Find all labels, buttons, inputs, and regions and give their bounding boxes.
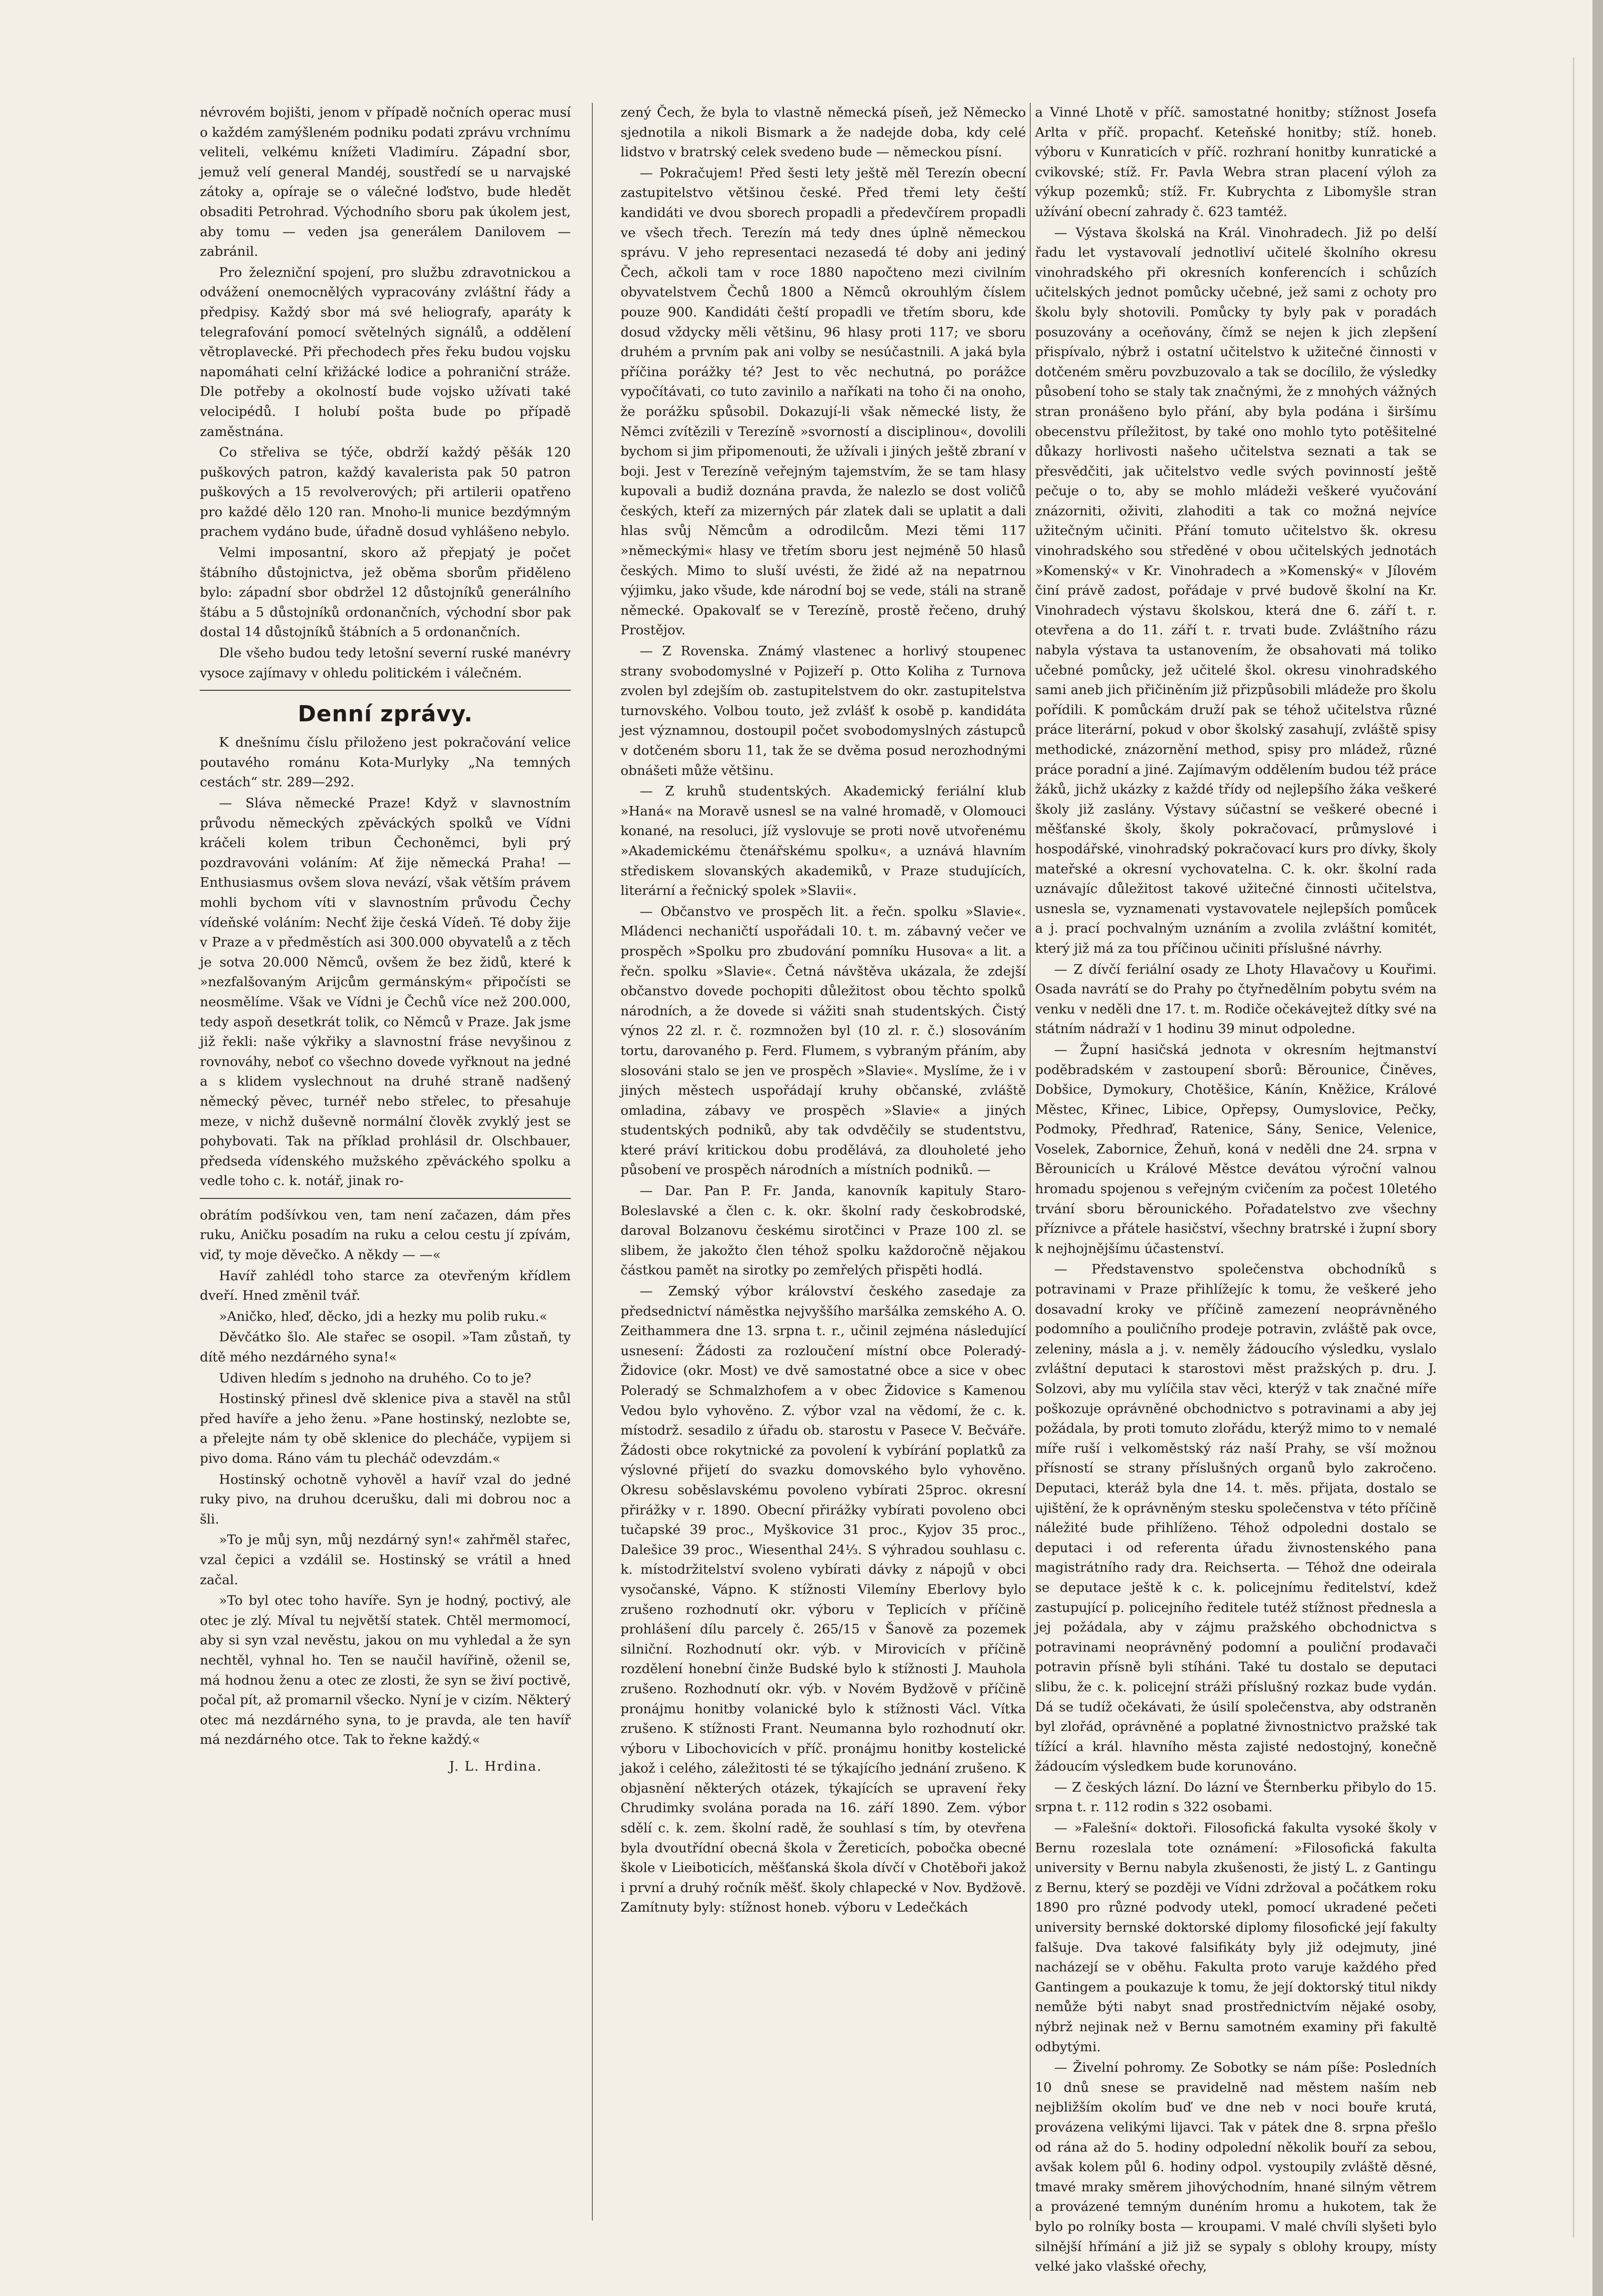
story-paragraph: Hostinský ochotně vyhověl a havíř vzal do jedné ruky pivo, na druhou dcerušku, dali mi dobrou noc a šli. [200, 1471, 571, 1527]
section-heading-denni-zpravy: Denní zprávy. [297, 701, 473, 727]
article-paragraph: Pro železniční spojení, pro službu zdravotnickou a odvážení onemocnělých vypracovány zvláštní řády a předpisy. Každý sbor má své heliografy, aparáty k telegrafování pomocí světelných signálů, a oddělení větroplavecké. Při přechodech přes řeku budou vojsku napomáhati celní křižácké lodice a pohraniční stráže. Dle potřeby a okolností bude vojsko užívati také velocipédů. I holubí pošta bude po případě zaměstnána. [200, 264, 571, 439]
column-left [200, 103, 571, 2244]
story-paragraph: Havíř zahlédl toho starce za otevřeným křídlem dveří. Hned změnil tvář. [200, 1268, 571, 1304]
story-paragraph: »To je můj syn, můj nezdárný syn!« zahřměl stařec, vzal čepici a vzdálil se. Hostinský se vrátil a hned začal. [200, 1532, 571, 1588]
news-paragraph: — Pokračujem! Před šesti lety ještě měl Terezín obecní zastupitelstvo většinou české. Před třemi lety čeští kandidáti ve dvou sborech propadli a předevčírem propadli ve všech třech. Terezín má tedy dnes úplně německou správu. V jeho representaci nezasedá té doby ani jediný Čech, ačkoli tam v roce 1880 napočteno mezi civilním obyvatelstvem Čechů 1800 a Němců okrouhlým číslem pouze 900. Kandidáti čeští propadli ve třetím sboru, kde dosud vždycky měli většinu, 96 hlasy proti 117; ve sboru druhém a prvním pak ani volby se nesúčastnili. A jaká byla příčina porážky té? Jest to věc nechutná, po porážce vypočítávati, co tuto zavinilo a naříkati na toho či na onoho, že porážku spůsobil. Dokazují-li však německé listy, že Němci zvítězili v Terezíně »svorností a disciplinou«, dovolili bychom si jim připomenouti, že užívali i jiných ještě zbraní v boji. Jest v Terezíně veřejným tajemstvím, že se tam hlasy kupovali a budiž doznána pravda, že nalezlo se dost voličů českých, kteří za mizerných pár zlatek dali se uplatit a dali hlas svůj Němcům a odrodilcům. Mezi těmi 117 »německými« hlasy ve třetím sboru jest nejméně 50 hlasů českých. Mimo to sluší uvésti, že židé až na nepatrnou výjimku, jako všude, kde národní boj se vede, stáli na straně německé. Opakovalť se v Terezíně, prostě řečeno, druhý Prostějov. [621, 165, 1026, 638]
column-right [1035, 103, 1437, 2274]
news-paragraph: — Občanstvo ve prospěch lit. a řečn. spolku »Slavie«. Mládenci nechaničtí uspořádali 10. t. m. zábavný večer ve prospěch »Spolku pro zbudování pomníku Husova« a lit. a řečn. spolku »Slavie«. Četná návštěva ukázala, že zdejší občanstvo dovede pochopiti důležitost obou těchto spolků národních, a že dovede si vážiti snah studentských. Čistý výnos 22 zl. r. č. rozmnožen byl (10 zl. r. č.) slosováním tortu, darovaného p. Ferd. Flumem, s vybraným přáním, aby slosováni stalo se jen ve prospěch »Slavie«. Myslíme, že i v jiných městech uspořádají kruhy občanské, zvláště omladina, zábavy ve prospěch »Slavie« a jiných studentských podniků, aby tak odvděčily se studentstvu, které práví kritickou dobu prodělává, za dlouholeté jeho působení ve prospěch národních a místních podniků. — [621, 903, 1026, 1178]
news-paragraph: — »Falešní« doktoři. Filosofická fakulta vysoké školy v Bernu rozeslala tote oznámení: »Filosofická fakulta university v Bernu nabyla zkušenosti, že jistý L. z Gantingu z Bernu, který se později ve Vídni zdržoval a počátkem roku 1890 pro různé podvody utekl, pomocí ukradené pečeti university bernské doktorské diplomy filosofické její fakulty falšuje. Dva takové falsifikáty byly již odejmuty, jiné nacházejí se v oběhu. Fakulta proto varuje každého před Gantingem a poukazuje k tomu, že její doktorský titul nikdy nemůže býti nabyt snad prostřednictvím nějaké osoby, nýbrž nejinak než v Bernu samotném examiny při fakultě odbytými. [1035, 1820, 1437, 2055]
feuilleton-divider [200, 1198, 571, 1199]
news-paragraph: — Z Rovenska. Známý vlastenec a horlivý stoupenec strany svobodomyslné v Pojizeří p. Otto Koliha z Turnova zvolen byl zdejším ob. zastupitelstvem do okr. zastupitelstva turnovského. Volbou touto, jež zvlášť k osobě p. kandidáta jest významnou, dostoupil počet svobodomyslných zástupců v dotčeném sboru 11, tak že se dvěma posud nerozhodnými obnášeti může většinu. [621, 643, 1026, 778]
news-paragraph: K dnešnímu číslu přiloženo jest pokračování velice poutavého románu Kota-Murlyky „Na temných cestách“ str. 289—292. [200, 735, 571, 790]
column-middle [621, 103, 1026, 2244]
news-paragraph: — Z dívčí feriální osady ze Lhoty Hlavačovy u Kouřimi. Osada navrátí se do Prahy po čtyřnedělním pobytu svém na venku v neděli dne 17. t. m. Rodiče očekávejtež dítky své na státním nádraží v 1 hodinu 39 minut odpoledne. [1035, 961, 1437, 1037]
news-paragraph: — Zemský výbor království českého zasedaje za předsednictví náměstka nejvyššího maršálka zemského A. O. Zeithammera dne 13. srpna t. r., učinil zejména následující usnesení: Žádosti za rozloučení místní obce Poleradý-Židovice (okr. Most) ve dvě samostatné obce a sice v obec Poleradý se Schmalzhofem a v obec Židovice s Kamenou Vedou bylo vyhověno. Z. výbor vzal na vědomí, že c. k. místodrž. sesadilo z úřadu ob. starostu v Pasece V. Bečváře. Žádosti obce rokytnické za povolení k vybírání poplatků za výslovné přijetí do svazku domovského bylo vyhověno. Okresu soběslavskému povoleno vybírati 25proc. okresní přirážky v r. 1890. Obecní přirážky vybírati povoleno obci tučapské 39 proc., Myškovice 31 proc., Kyjov 35 proc., Dalešice 39 proc., Wiesenthal 24⅓. S výhradou souhlasu c. k. místodržitelství svoleno vybírati dávky z nápojů v obci vysočanské, Vápno. K stížnosti Vilemíny Eberlovy bylo zrušeno rozhodnutí okr. výboru v Teplicích v příčině prohlášení dílu parcely č. 265/15 v Šanově za pozemek silniční. Rozhodnutí okr. výb. v Mirovicích v příčině rozdělení honební činže Budské bylo k stížnosti J. Mauhola zrušeno. Rozhodnutí okr. výb. v Novém Bydžově v příčině pronájmu honitby volanické bylo k stížnosti Václ. Vítka zrušeno. K stížnosti Frant. Neumanna bylo rozhodnutí okr. výboru v Libochovicích v příč. pronájmu honitby kostelické jakož i celého, záležitosti té se týkajícího jednání zrušeno. K objasnění některých otázek, týkajících se upravení řeky Chrudimky svolána porada na 16. září 1890. Zem. výbor sdělí c. k. zem. školní radě, že souhlasí s tím, by otevřena byla dvoutřídní obecná škola v Žereticích, pobočka obecné škole v Lieiboticích, měšťanská škola dívčí v Chotěboři jakož i první a druhý ročník měšť. školy chlapecké v Nov. Bydžově. Zamítnuty byly: stížnost honeb. výboru v Ledečkách [621, 1284, 1026, 1915]
article-paragraph: Co střeliva se týče, obdrží každý pěšák 120 puškových patron, každý kavalerista pak 50 patron puškových a 15 revolverových; při artilerii opatřeno pro každé dělo 120 ran. Mnoho-li munice bezdýmným prachem vydáno bude, úřadně dosud vyhlášeno nebylo. [200, 445, 571, 540]
news-paragraph: — Živelní pohromy. Ze Sobotky se nám píše: Posledních 10 dnů snese se pravidelně nad městem naším neb nejbližším okolím buď ve dne neb v noci bouře krutá, provázena velikými lijavci. Tak v pátek dne 8. srpna přešlo od rána až do 5. hodiny odpolední několik bouří za sebou, avšak kolem půl 6. hodiny odpol. vystoupily zvláště děsné, tmavé mraky směrem jihovýchodním, hnané silným větrem a provázené temným dunéním hromu a hukotem, tak že bylo po rolníky bosta — kroupami. V malé chvíli slyšeti bylo silnější hřímání a již již se sypaly s oblohy kroupy, místy velké jako vlašské ořechy, [1035, 2060, 1437, 2274]
scan-edge [1573, 57, 1574, 2237]
news-paragraph: — Z českých lázní. Do lázní ve Šternberku přibylo do 15. srpna t. r. 112 rodin s 322 osobami. [1035, 1779, 1437, 1815]
news-paragraph: — Sláva německé Praze! Když v slavnostním průvodu německých zpěváckých spolků ve Vídni kráčeli kolem tribun Čechoněmci, byli prý pozdravováni voláním: Ať žije německá Praha! — Enthusiasmus ovšem slova nevází, však větším právem mohli bychom víti v slavnostním průvodu Čechy vídeňské voláním: Nechť žije česká Vídeň. Té doby žije v Praze a v předměstích asi 300.000 obyvatelů a z těch je sotva 20.000 Němců, ovšem že bez židů, které k »nezfalšovaným Arijcům germánským« připočísti se neosmělíme. Však ve Vídni je Čechů více než 200.000, tedy aspoň desetkrát tolik, co Němců v Praze. Jak jsme již řekli: naše výkřiky a slavnostní fráse nevyšinou z rovnováhy, neboť co všechno dovede vyřknout na jedné a s klidem vyslechnout na druhé straně nadšený německý pěvec, turnéř nebo střelec, to přesahuje meze, v nichž duševně normální člověk zvyklý jest se pohybovati. Tak na příklad prohlásil dr. Olschbauer, předseda vídenského mužského zpěváckého spolku a vedle toho c. k. notář, jinak ro- [200, 795, 571, 1189]
news-paragraph: a Vinné Lhotě v příč. samostatné honitby; stížnost Josefa Arlta v příč. propachť. Keteňské honitby; stíž. honeb. výboru v Kunraticích v příč. rozhraní honitby kunratické a cvikovské; stíž. Fr. Pavla Webra stran placení výloh za výkup pozemků; stíž. Fr. Kubrychta z Libomyšle stran užívání obecní zahrady č. 623 tamtéž. [1035, 105, 1437, 219]
section-divider [200, 690, 571, 691]
news-paragraph: zený Čech, že byla to vlastně německá píseň, jež Německo sjednotila a nikoli Bismark a že nadejde doba, kdy celé lidstvo v bratrský celek svedeno bude — německou písní. [621, 105, 1026, 160]
story-paragraph: obrátím podšívkou ven, tam není začazen, dám přes ruku, Aničku posadím na ruku a celou cestu jí zpívám, viď, ty moje děvečko. A někdy — —« [200, 1207, 571, 1263]
story-paragraph: »Aničko, hleď, děcko, jdi a hezky mu polib ruku.« [219, 1308, 547, 1324]
story-paragraph: »To byl otec toho havíře. Syn je hodný, poctivý, ale otec je zlý. Míval tu největší statek. Chtěl mermomocí, aby si syn vzal nevěstu, jakou on mu vyhledal a že syn nechtěl, vyhnal ho. Ten se naučil havířině, oženil se, má hodnou ženu a otec ze zlosti, že syn se živí poctivě, počal pít, až promarnil všecko. Nyní je v cizím. Některý otec má nezdárného syna, to je pravda, ale ten havíř má nezdárného otce. Tak to řekne každý.« [200, 1593, 571, 1748]
column-rule-2 [1030, 103, 1031, 2220]
news-paragraph: — Dar. Pan P. Fr. Janda, kanovník kapituly Staro-Boleslavské a člen c. k. okr. školní rady českobrodské, daroval Bolzanovu českému sirotčinci v Praze 100 zl. se slibem, že jakožto člen téhož spolku každoročně nějakou částkou pamět na sirotky po zemřelých přispěti hodlá. [621, 1183, 1026, 1278]
article-paragraph: Dle všeho budou tedy letošní severní ruské manévry vysoce zajímavy v ohledu politickém i válečném. [200, 645, 571, 681]
column-rule-1 [592, 103, 593, 2220]
story-paragraph: Udiven hledím s jednoho na druhého. Co to je? [219, 1370, 532, 1386]
news-paragraph: — Výstava školská na Král. Vinohradech. Již po delší řadu let vystavovalí jednotliví učitelé školního okresu vinohradského při okresních konferencích i schůzích učitelských jednot pomůcky učebné, jež sami z ochoty pro školu byly shotovili. Pomůcky ty byly pak v poradách posuzovány a oceňovány, čímž se nejen k jich zlepšení přispívalo, nýbrž i ostatní učitelstvo k užitečné činnosti v dotčeném směru povzbuzovalo a tak se docílilo, že výsledky působení toho se staly tak značnými, že z mnohých vážných stran pronášeno bylo přání, aby byla podána i širšímu obecenstvu příležitost, by také ono mohlo tyto potěšitelné důkazy horlivosti našeho učitelstva seznati a tak se přesvědčiti, jak učitelstvo vedle svých povinností ještě pečuje o to, aby se mohlo mládeži veškeré vyučování znázorniti, oživiti, zlahoditi a tak co možná nejvíce užitečným učiniti. Přání tomuto učitelstvo šk. okresu vinohradského sou středěné v obou učitelských jednotách »Komenský« v Kr. Vinohradech a »Komenský« v Jílovém činí právě zadost, pořádaje v prvé budově školní na Kr. Vinohradech výstavu školskou, která dne 6. září t. r. otevřena a do 11. září t. r. trvati bude. Zvláštního rázu nabyla výstava ta ustanovením, že obsahovati má toliko učebné pomůcky, jež učitelé škol. okresu vinohradského sami aneb jich přičiněním již přizpůsobili mládeže pro školu pořídili. K pomůckám druží pak se téhož učitelstva různé práce literární, pokud v obor školský zasahují, zvláště spisy methodické, znázornění method, spisy pro mládež, různé práce poradní a jiné. Zajímavým oddělením budou též práce žáků, jichž ukázky z každé třídy od nejlepšího žáka veškeré školy již zaslány. Výstavy súčastní se veškeré obecné i měšťanské školy, školy pokračovací, průmyslové i hospodářské, vinohradský pokračovací kurs pro dívky, školy mateřské a okresní vychovatelna. C. k. okr. školní rada uznávajíc důležitost takové užitečné činnosti učitelstva, usnesla se, vyznamenati vystavovatele nejlepších pomůcek a j. prací pochvalným uznáním a zvolila zvláštní komitét, který již má za tou příčinou učiniti příslušné návrhy. [1035, 225, 1437, 956]
story-author: J. L. Hrdina. [449, 1758, 542, 1774]
article-paragraph: Velmi imposantní, skoro až přepjatý je počet štábního důstojnictva, jež oběma sborům přiděleno bylo: západní sbor obdržel 12 důstojníků generálního štábu a 5 důstojníků ordonančních, východní sbor pak dostal 14 důstojníků štábních a 5 ordonančních. [200, 545, 571, 640]
story-paragraph: Hostinský přinesl dvě sklenice piva a stavěl na stůl před havíře a jeho ženu. »Pane hostinský, nezlobte se, a přelejte nám ty obě sklenice do plecháče, vypijem si pivo doma. Ráno vám tu plecháč odevzdám.« [200, 1391, 571, 1466]
story-paragraph: Děvčátko šlo. Ale stařec se osopil. »Tam zůstaň, ty dítě mého nezdárného syna!« [200, 1329, 571, 1365]
news-paragraph: — Župní hasičská jednota v okresním hejtmanství poděbradském v zastoupení sborů: Běrounice, Činěves, Dobšice, Dymokury, Chotěšice, Kánín, Kněžice, Králové Městec, Křinec, Libice, Opřepsy, Oumyslovice, Pečky, Podmoky, Předhraď, Ratenice, Sány, Senice, Velenice, Voselek, Zabornice, Žehuň, koná v neděli dne 24. srpna v Běrounicích u Králové Městce devátou výroční valnou hromadu spojenou s veřejným cvičením za počest 10letého trvání sboru běrounického. Pořadatelstvo zve všechny příznivce a přátele hasičství, všechny bratrské i župní sbory k nejhojnějšímu účastenství. [1035, 1042, 1437, 1256]
news-paragraph: — Z kruhů studentských. Akademický feriální klub »Haná« na Moravě usnesl se na valné hromadě, v Olomouci konané, na resoluci, jíž vyslovuje se proti nově utvořenému »Akademickému čtenářskému spolku«, a uznává hlavním střediskem slovanských akademiků, v Praze studujících, literární a řečnický spolek »Slavii«. [621, 783, 1026, 899]
news-paragraph: — Představenstvo společenstva obchodníků s potravinami v Praze přihlížejíc k tomu, že veškeré jeho dosavadní kroky ve příčině zamezení neoprávněného podomního a pouličního prodeje potravin, zvláště pak ovce, zeleniny, másla a j. v. neměly žádoucího výsledku, vyslalo zvláštní deputaci k starostovi měst pražských p. dru. J. Solzovi, aby mu vylíčila stav věci, kterýž v tak značné míře poškozuje oprávněné obchodnictvo s potravinami a aby jej požádala, by proti tomuto zlořádu, kterýž mimo to v nemalé míře ruší i velkoměstský ráz naší Prahy, se vší možnou přísností se strany příslušných organů bylo zakročeno. Deputaci, kteráž byla dne 14. t. měs. přijata, dostalo se ujištění, že k oprávněným stesku společenstva v této příčině náležité bude přihlíženo. Téhož odpoledni dostalo se deputaci i od referenta úřadu živnostenského pana magistrátního rady dra. Reichserta. — Téhož dne odeirala se deputace ještě k c. k. policejnímu ředitelství, kdež zastupující p. policejního ředitele tutéž stížnost přednesla a jej požádala, aby v zájmu pražského obchodnictva s potravinami neoprávněný podomní a pouliční prodavači potravin přísně byli stíháni. Také tu dostalo se deputaci slibu, že c. k. policejní stráži příslušný rozkaz bude vydán. Dá se tudíž očekávati, že úsilí společenstva, aby odstraněn byl zlořád, oprávněné a poplatné živnostnictvo pražské tak tížící a král. hlavního města zajisté nedostojný, konečně žádoucím výsledkem bude korunováno. [1035, 1262, 1437, 1774]
article-paragraph: névrovém bojišti, jenom v případě nočních operac musí o každém zamýšleném podniku podati zprávu vrchnímu veliteli, velkému knížeti Vladimíru. Západní sbor, jemuž velí general Mandéj, soustředí se u narvajské zátoky a, opíraje se o válečné loďstvo, bude hledět obsaditi Petrohrad. Východního sboru pak úkolem jest, aby tomu — veden jsa generálem Danilovem — zabránil. [200, 105, 571, 260]
